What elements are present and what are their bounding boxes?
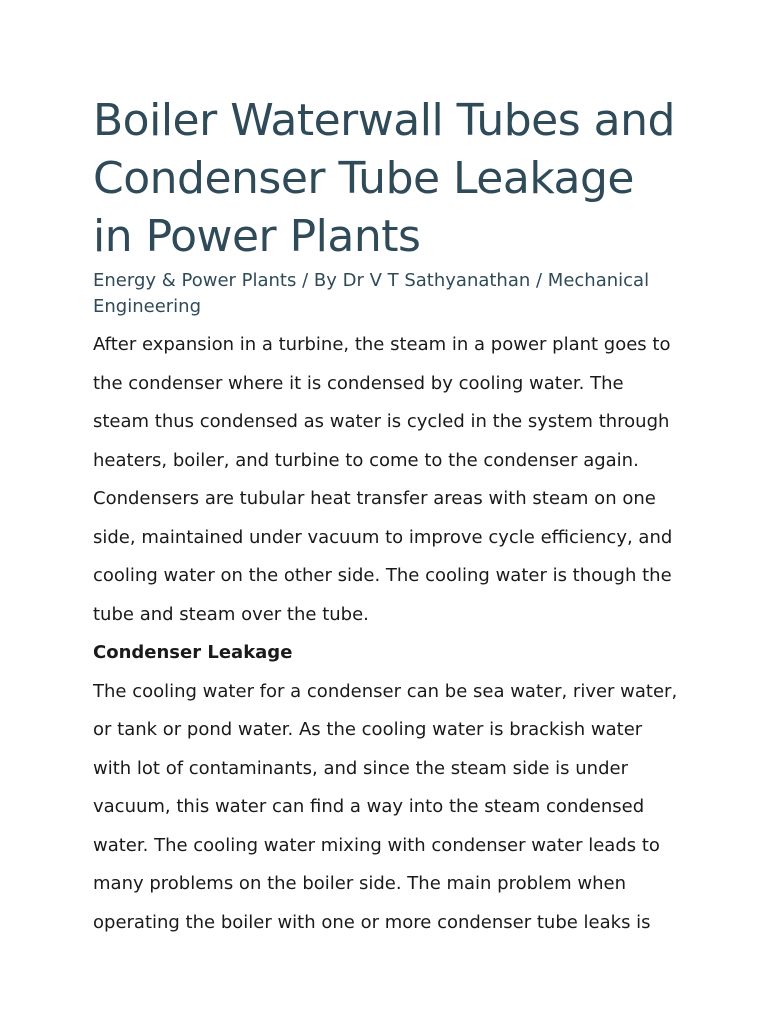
intro-paragraph: After expansion in a turbine, the steam in a power plant goes to the condenser where it is condensed by cooling water. The steam thus condensed as water is cycled in the system through heaters, boiler, and turbine to come to the condenser again. Condensers are tubular heat transfer areas with steam on one side, maintained under vacuum to improve cycle efficiency, and cooling water on the other side. The cooling water is though the tube and steam over the tube.: [93, 334, 673, 625]
section-heading: Condenser Leakage: [93, 642, 293, 663]
article: [93, 92, 683, 942]
article-meta: Energy & Power Plants / By Dr V T Sathyanathan / Mechanical Engineering: [93, 270, 650, 317]
section-paragraph: The cooling water for a condenser can be sea water, river water, or tank or pond water. As the cooling water is brackish water with lot of contaminants, and since the steam side is under vacuum, this water can find a way into the steam condensed water. The cooling water mixing with condenser water leads to many problems on the boiler side. The main problem when operating the boiler with one or more condenser tube leaks is: [93, 680, 678, 933]
article-title: Boiler Waterwall Tubes and Condenser Tube Leakage in Power Plants: [93, 95, 675, 262]
